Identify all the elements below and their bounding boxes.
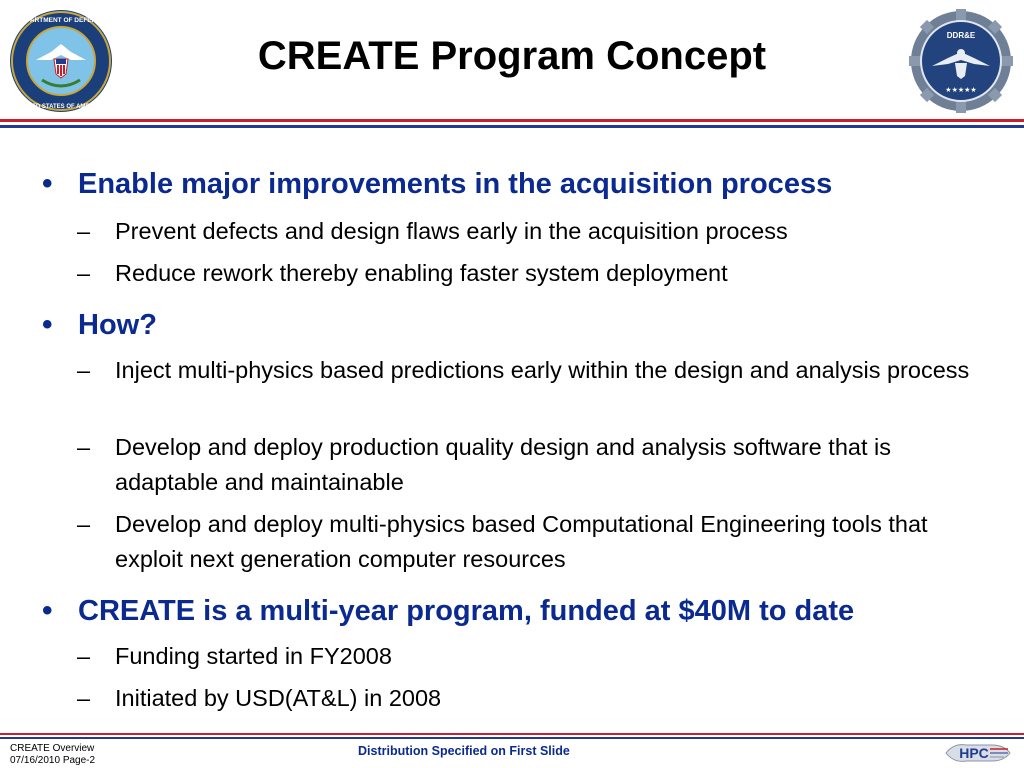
dash-marker: – (77, 643, 91, 669)
sub-bullet-2-3-text: Develop and deploy multi-physics based Computational Engineering tools that exploit next generation computer resources (115, 511, 928, 572)
slide-title: CREATE Program Concept (257, 34, 767, 78)
hpc-logo-text: HPC (959, 745, 989, 761)
dash-marker: – (77, 434, 91, 460)
sub-bullet-3-1 (77, 639, 392, 674)
sub-bullet-1-2 (77, 256, 728, 291)
sub-bullet-3-2-text: Initiated by USD(AT&L) in 2008 (115, 685, 442, 711)
sub-bullet-2-3 (77, 507, 985, 577)
dash-marker: – (77, 218, 91, 244)
dod-ring-text-bottom: UNITED STATES OF AMERICA (17, 104, 105, 110)
hpc-modernization-logo-icon (944, 740, 1014, 766)
ddre-label: DDR&E (946, 31, 976, 40)
sub-bullet-1-1 (77, 214, 788, 249)
bullet-dot: • (42, 167, 53, 200)
bullet-1 (42, 167, 833, 201)
footer-rule-blue (0, 737, 1024, 739)
footer-left-info (10, 743, 95, 767)
sub-bullet-3-1-text: Funding started in FY2008 (115, 643, 392, 669)
bullet-1-text: Enable major improvements in the acquisition process (78, 168, 833, 200)
bullet-2-text: How? (78, 309, 157, 341)
sub-bullet-2-2 (77, 430, 985, 500)
dod-ring-text-top: DEPARTMENT OF DEFENSE (17, 17, 105, 24)
footer-distribution-note: Distribution Specified on First Slide (358, 744, 570, 758)
dash-marker: – (77, 357, 91, 383)
sub-bullet-1-2-text: Reduce rework thereby enabling faster system deployment (115, 260, 728, 286)
bullet-3 (42, 594, 855, 628)
bullet-3-text: CREATE is a multi-year program, funded at $40M to date (78, 595, 855, 627)
dash-marker: – (77, 260, 91, 286)
footer-presentation-name: CREATE Overview (10, 743, 95, 754)
bullet-2 (42, 308, 157, 342)
sub-bullet-3-2 (77, 681, 442, 716)
sub-bullet-2-2-text: Develop and deploy production quality design and analysis software that is adaptable and maintainable (115, 434, 891, 495)
dash-marker: – (77, 511, 91, 537)
sub-bullet-1-1-text: Prevent defects and design flaws early in the acquisition process (115, 218, 788, 244)
dash-marker: – (77, 685, 91, 711)
sub-bullet-2-1 (77, 353, 985, 388)
bullet-dot: • (42, 308, 53, 341)
footer-date-page: 07/16/2010 Page-2 (10, 755, 96, 766)
sub-bullet-2-1-text: Inject multi-physics based predictions early within the design and analysis process (115, 357, 970, 383)
footer-rule-red (0, 733, 1024, 735)
svg-text:★★★★★: ★★★★★ (945, 86, 977, 94)
bullet-dot: • (42, 594, 53, 627)
